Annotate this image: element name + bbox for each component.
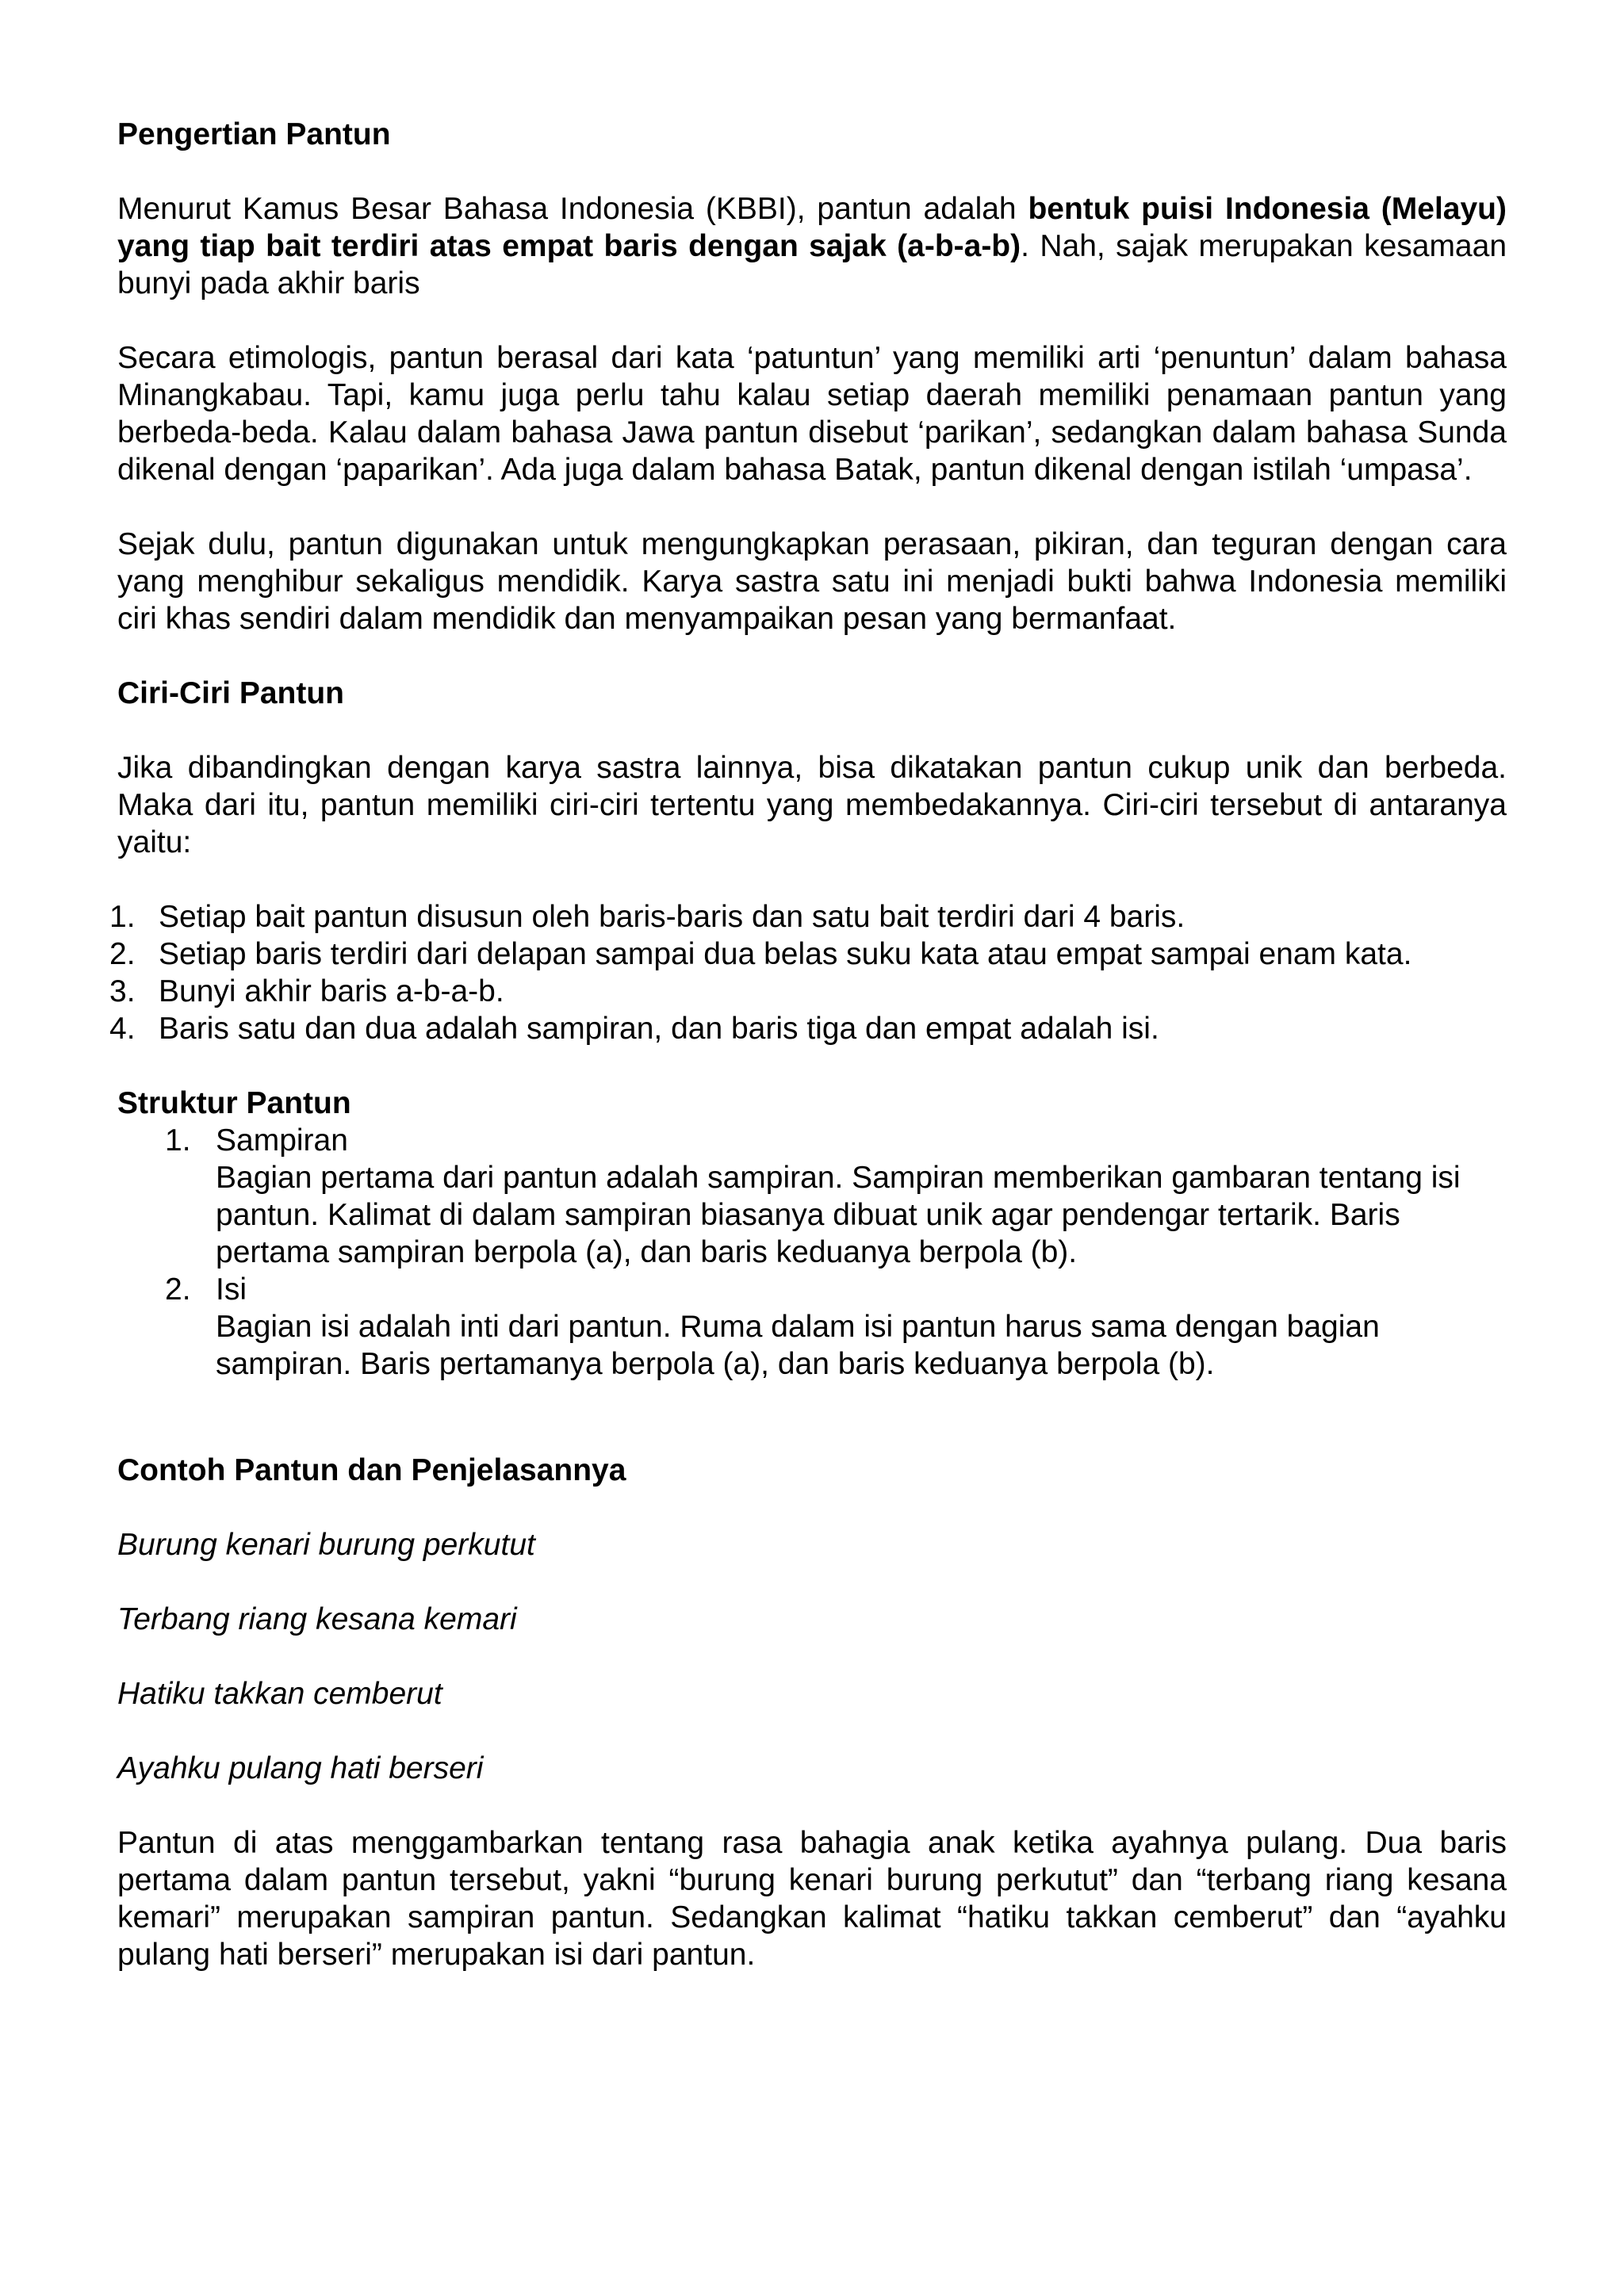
list-item — [117, 1271, 1507, 1383]
poem-line: Hatiku takkan cemberut — [117, 1677, 442, 1711]
list-item — [117, 1122, 1507, 1271]
list-number: 2. — [109, 937, 136, 971]
heading-struktur: Struktur Pantun — [117, 1086, 351, 1120]
paragraph-explanation: Pantun di atas menggambarkan tentang rasa bahagia anak ketika ayahnya pulang. Dua baris pertama dalam pantun tersebut, yakni “burung kenari burung perkutut” dan “terbang riang kesana kemari” merupakan sampiran pantun. Sedangkan kalimat “hatiku takkan cemberut” dan “ayahku pulang hati berseri” merupakan isi dari pantun. — [117, 1826, 1507, 1972]
struktur-desc-isi: Bagian isi adalah inti dari pantun. Ruma dalam isi pantun harus sama dengan bagian sampiran. Baris pertamanya berpola (a), dan baris keduanya berpola (b). — [216, 1310, 1380, 1381]
list-number: 3. — [109, 974, 136, 1008]
definition-text-bold: bentuk puisi Indonesia (Melayu) yang tiap bait terdiri atas empat baris dengan sajak (a-b-a-b) — [117, 192, 1507, 263]
list-number: 1. — [109, 900, 136, 934]
list-text: Baris satu dan dua adalah sampiran, dan baris tiga dan empat adalah isi. — [159, 1012, 1159, 1046]
struktur-title-sampiran: Sampiran — [216, 1123, 348, 1158]
ciri-list — [109, 898, 1507, 1047]
list-item — [109, 973, 1507, 1010]
paragraph-ciri-intro: Jika dibandingkan dengan karya sastra lainnya, bisa dikatakan pantun cukup unik dan berbeda. Maka dari itu, pantun memiliki ciri-ciri tertentu yang membedakannya. Ciri-ciri tersebut di antaranya yaitu: — [117, 751, 1507, 859]
definition-text-b: . Nah, sajak merupakan kesamaan bunyi pada akhir baris — [117, 229, 1507, 300]
paragraph-etymology: Secara etimologis, pantun berasal dari kata ‘patuntun’ yang memiliki arti ‘penuntun’ dalam bahasa Minangkabau. Tapi, kamu juga perlu tahu kalau setiap daerah memiliki penamaan pantun yang berbeda-beda. Kalau dalam bahasa Jawa pantun disebut ‘parikan’, sedangkan dalam bahasa Sunda dikenal dengan ‘paparikan’. Ada juga dalam bahasa Batak, pantun dikenal dengan istilah ‘umpasa’. — [117, 341, 1507, 487]
poem-line: Burung kenari burung perkutut — [117, 1528, 535, 1562]
paragraph-definition — [117, 190, 1507, 302]
poem-line: Ayahku pulang hati berseri — [117, 1751, 484, 1785]
struktur-title-isi: Isi — [216, 1272, 247, 1307]
struktur-desc-sampiran: Bagian pertama dari pantun adalah sampiran. Sampiran memberikan gambaran tentang isi pantun. Kalimat di dalam sampiran biasanya dibuat unik agar pendengar tertarik. Baris pertama sampiran berpola (a), dan baris keduanya berpola (b). — [216, 1161, 1461, 1269]
list-item — [109, 936, 1507, 973]
list-text: Setiap bait pantun disusun oleh baris-baris dan satu bait terdiri dari 4 baris. — [159, 900, 1185, 934]
heading-pengertian: Pengertian Pantun — [117, 117, 391, 151]
definition-text-a: Menurut Kamus Besar Bahasa Indonesia (KBBI), pantun adalah — [117, 192, 1028, 226]
struktur-list — [117, 1122, 1507, 1383]
list-text: Bunyi akhir baris a-b-a-b. — [159, 974, 504, 1008]
list-item — [109, 1010, 1507, 1047]
list-number: 2. — [165, 1272, 191, 1307]
heading-contoh: Contoh Pantun dan Penjelasannya — [117, 1453, 626, 1487]
document-page — [109, 116, 1507, 1973]
heading-ciri-ciri: Ciri-Ciri Pantun — [117, 676, 345, 710]
list-item — [109, 898, 1507, 936]
paragraph-purpose: Sejak dulu, pantun digunakan untuk mengungkapkan perasaan, pikiran, dan teguran dengan cara yang menghibur sekaligus mendidik. Karya sastra satu ini menjadi bukti bahwa Indonesia memiliki ciri khas sendiri dalam mendidik dan menyampaikan pesan yang bermanfaat. — [117, 527, 1507, 636]
poem-line: Terbang riang kesana kemari — [117, 1602, 517, 1636]
list-number: 4. — [109, 1012, 136, 1046]
list-text: Setiap baris terdiri dari delapan sampai dua belas suku kata atau empat sampai enam kata. — [159, 937, 1412, 971]
list-number: 1. — [165, 1123, 191, 1158]
